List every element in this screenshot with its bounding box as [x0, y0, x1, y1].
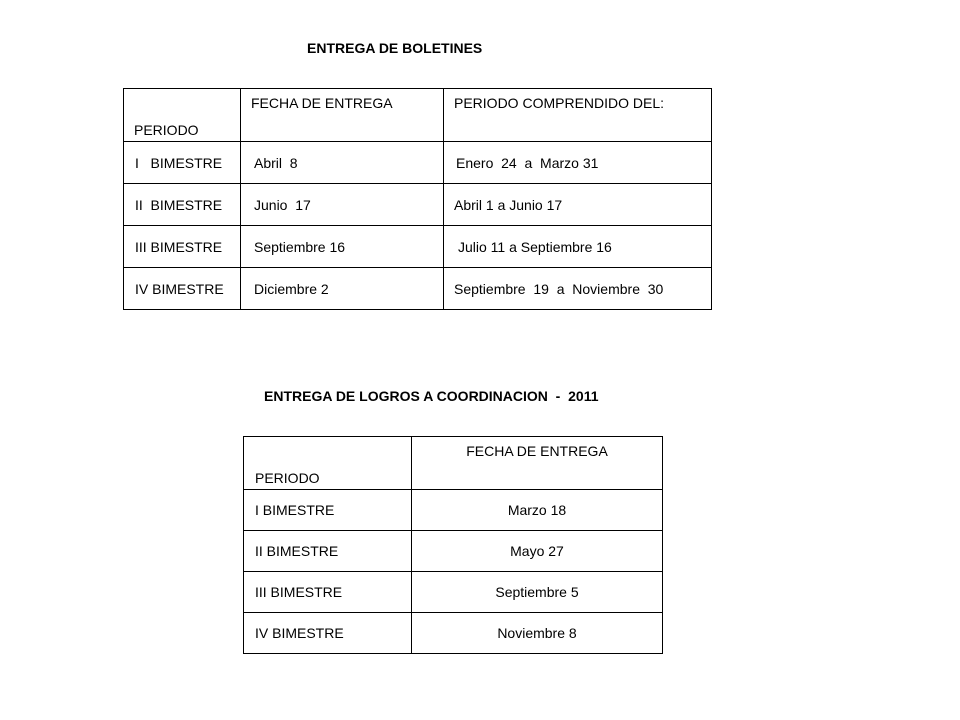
periodo-cell: II BIMESTRE [124, 184, 241, 226]
table-row [124, 184, 712, 226]
periodo-cell: I BIMESTRE [124, 142, 241, 184]
table-row [244, 572, 663, 613]
rango-cell: Septiembre 19 a Noviembre 30 [444, 268, 712, 310]
fecha-cell: Mayo 27 [412, 531, 663, 572]
periodo-cell: III BIMESTRE [244, 572, 412, 613]
header-fecha-entrega: FECHA DE ENTREGA [412, 437, 663, 490]
fecha-cell: Junio 17 [241, 184, 444, 226]
fecha-cell: Diciembre 2 [241, 268, 444, 310]
rango-cell: Enero 24 a Marzo 31 [444, 142, 712, 184]
logros-table [243, 436, 663, 654]
periodo-cell: IV BIMESTRE [124, 268, 241, 310]
fecha-cell: Marzo 18 [412, 490, 663, 531]
fecha-cell: Septiembre 5 [412, 572, 663, 613]
table-row [244, 613, 663, 654]
periodo-cell: IV BIMESTRE [244, 613, 412, 654]
header-periodo: PERIODO [124, 89, 241, 142]
periodo-cell: II BIMESTRE [244, 531, 412, 572]
header-periodo: PERIODO [244, 437, 412, 490]
table-row [244, 531, 663, 572]
header-fecha-entrega: FECHA DE ENTREGA [241, 89, 444, 142]
fecha-cell: Noviembre 8 [412, 613, 663, 654]
table-header-row [244, 437, 663, 490]
boletines-title: ENTREGA DE BOLETINES [307, 40, 483, 56]
boletines-table [123, 88, 712, 310]
table-row [124, 268, 712, 310]
fecha-cell: Septiembre 16 [241, 226, 444, 268]
table-row [124, 142, 712, 184]
table-row [244, 490, 663, 531]
table-header-row [124, 89, 712, 142]
periodo-cell: III BIMESTRE [124, 226, 241, 268]
table-row [124, 226, 712, 268]
header-periodo-comprendido: PERIODO COMPRENDIDO DEL: [444, 89, 712, 142]
logros-title: ENTREGA DE LOGROS A COORDINACION - 2011 [264, 388, 599, 404]
rango-cell: Julio 11 a Septiembre 16 [444, 226, 712, 268]
periodo-cell: I BIMESTRE [244, 490, 412, 531]
fecha-cell: Abril 8 [241, 142, 444, 184]
rango-cell: Abril 1 a Junio 17 [444, 184, 712, 226]
